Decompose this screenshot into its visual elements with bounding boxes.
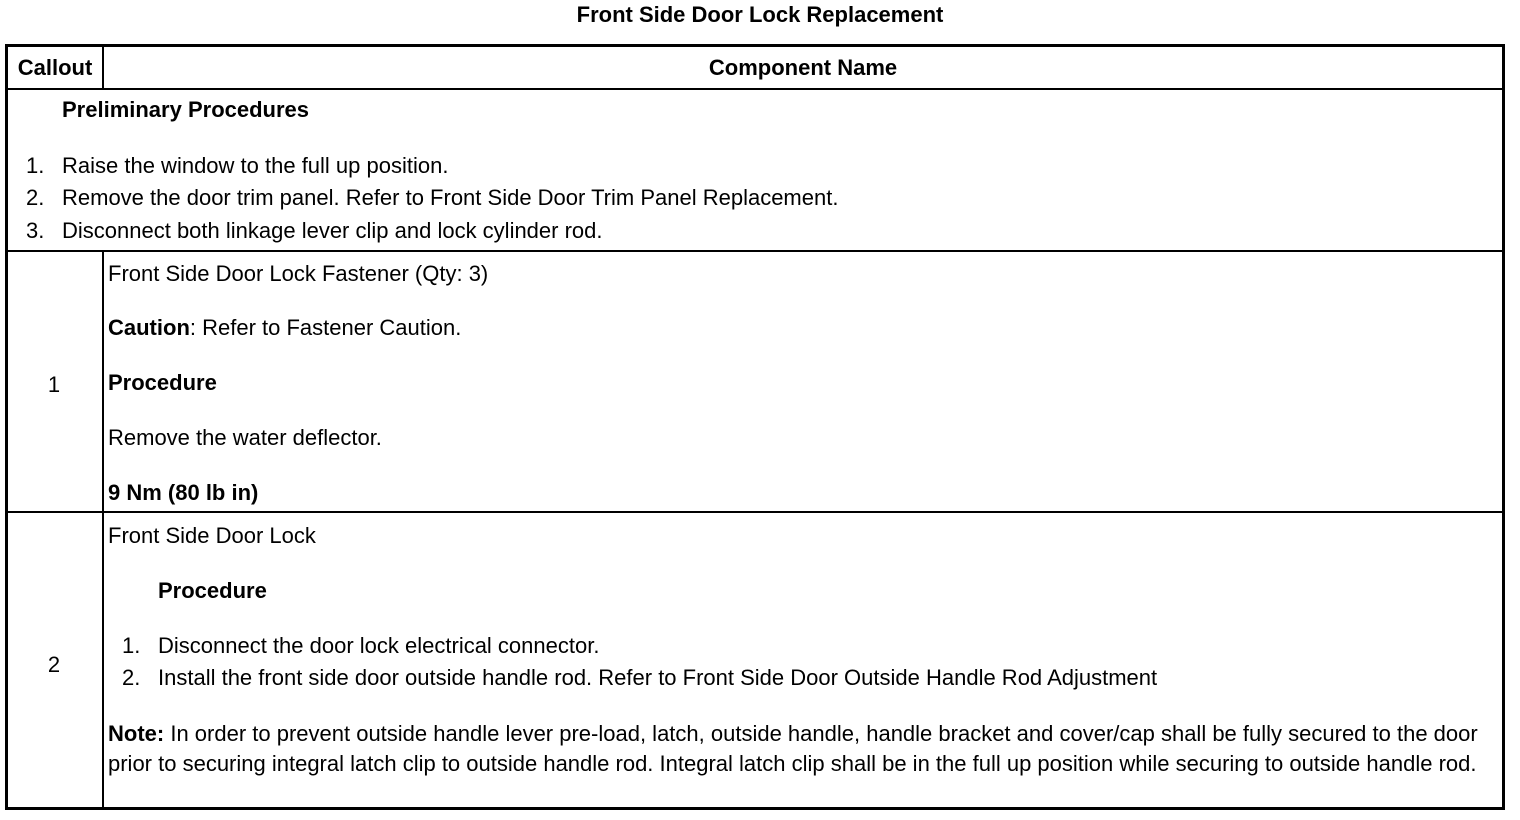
row-1-divider xyxy=(102,252,104,511)
note-label: Note: xyxy=(108,721,165,746)
callout-2: 2 xyxy=(47,652,61,677)
document-title: Front Side Door Lock Replacement xyxy=(576,2,944,27)
component-name: Front Side Door Lock Fastener (Qty: 3) xyxy=(108,261,489,286)
procedure-text: Remove the water deflector. xyxy=(108,425,382,450)
header-bottom-rule xyxy=(8,88,1502,90)
torque-spec: 9 Nm (80 lb in) xyxy=(108,480,259,505)
caution-text: : Refer to Fastener Caution. xyxy=(189,315,462,340)
preliminary-step-text: Disconnect both linkage lever clip and lock cylinder rod. xyxy=(62,218,603,243)
row-1-bottom-rule xyxy=(8,511,1502,513)
callout-column-header: Callout xyxy=(17,55,93,80)
procedure-step-number: 1. xyxy=(122,633,141,658)
preliminary-step-number: 2. xyxy=(26,185,45,210)
row-2-divider xyxy=(102,513,104,807)
callout-1: 1 xyxy=(47,372,61,397)
component-column-header: Component Name xyxy=(708,55,898,80)
preliminary-step-text: Raise the window to the full up position. xyxy=(62,153,449,178)
component-name: Front Side Door Lock xyxy=(108,523,316,548)
note-paragraph xyxy=(108,719,1493,779)
preliminary-step-text: Remove the door trim panel. Refer to Front Side Door Trim Panel Replacement. xyxy=(62,185,839,210)
procedure-heading: Procedure xyxy=(158,578,267,603)
preliminary-heading: Preliminary Procedures xyxy=(62,97,310,122)
procedure-step-number: 2. xyxy=(122,665,141,690)
note-text: In order to prevent outside handle lever pre-load, latch, outside handle, handle bracket and cover/cap shall be fully secured to the door prior to securing integral latch clip to outside handle rod. Integral latch clip shall be in the full up position while securing to outside handle rod. xyxy=(108,721,1478,776)
caution-line xyxy=(108,315,461,341)
preliminary-bottom-rule xyxy=(8,250,1502,252)
procedure-heading: Procedure xyxy=(108,370,217,395)
preliminary-step-number: 1. xyxy=(26,153,45,178)
caution-label: Caution xyxy=(108,315,190,340)
preliminary-step-number: 3. xyxy=(26,218,45,243)
procedure-step-text: Install the front side door outside handle rod. Refer to Front Side Door Outside Handle Rod Adjustment xyxy=(158,665,1158,690)
procedure-step-text: Disconnect the door lock electrical connector. xyxy=(158,633,600,658)
procedure-table xyxy=(5,44,1505,810)
